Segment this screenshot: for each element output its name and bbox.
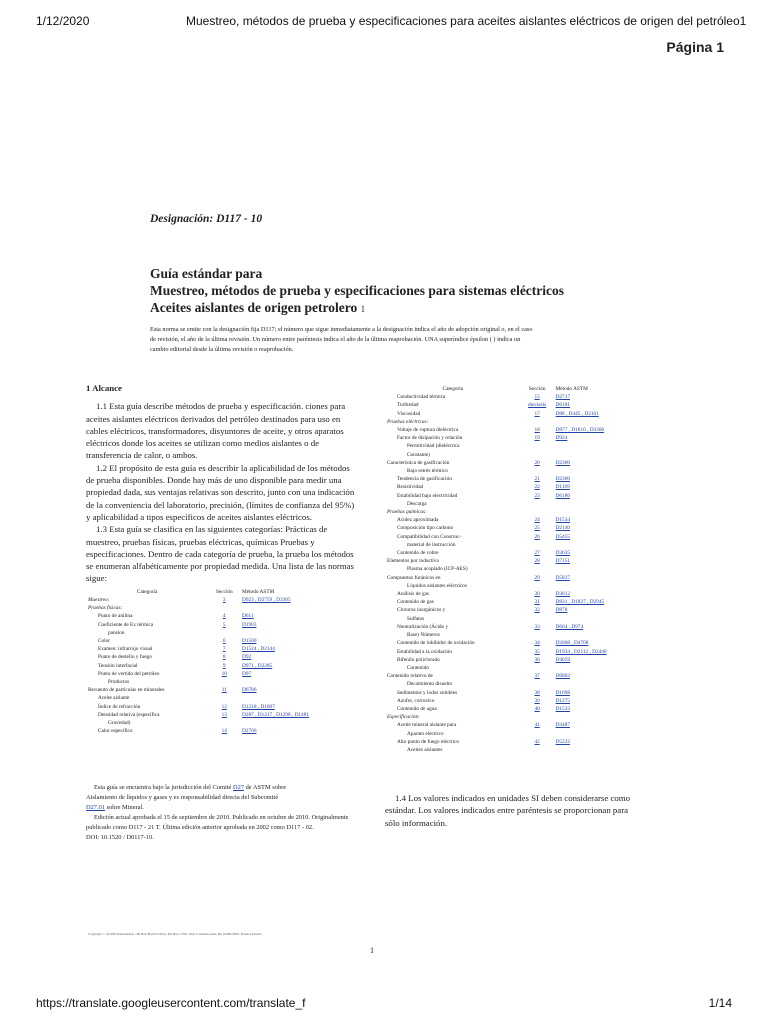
table-header-cell: Sección xyxy=(528,386,546,392)
table-row xyxy=(385,648,635,656)
footnote-line-4: Edición actual aprobada el 15 de septiembre de 2010. Publicado en octubre de 2010. Originalmente publicado como D117 - 21 T. Última edición anterior aprobada en 2002 como D117 - 02. xyxy=(86,814,349,831)
astm-method-link[interactable]: D2140 xyxy=(555,525,570,532)
astm-method-link xyxy=(554,418,635,426)
section-cell xyxy=(208,629,240,637)
section-cell: 11 xyxy=(221,687,227,694)
table-row xyxy=(86,678,348,686)
section-cell: 31 xyxy=(534,599,540,606)
footnote xyxy=(86,783,366,843)
section-cell: 22 xyxy=(534,484,540,491)
category-cell: Sulfatos xyxy=(407,615,425,622)
astm-method-link[interactable]: D877 , D1816 , D3300 xyxy=(555,427,605,434)
category-cell: Punto de destello y fuego xyxy=(98,654,152,661)
category-cell: Pruebas físicas: xyxy=(88,605,123,612)
section-cell xyxy=(208,719,240,727)
astm-method-link xyxy=(554,664,635,672)
section-cell xyxy=(521,730,554,738)
table-header-cell: Categoría xyxy=(136,588,158,595)
section-cell xyxy=(521,565,554,573)
section-cell: 7 xyxy=(222,646,226,653)
section-cell: 20 xyxy=(534,459,540,466)
table-row xyxy=(385,631,635,639)
section-cell xyxy=(208,694,240,702)
category-cell: material de instrucción xyxy=(407,541,456,548)
section-cell xyxy=(521,680,554,688)
section-cell xyxy=(521,713,554,721)
astm-method-link[interactable]: D664 , D974 xyxy=(555,623,584,630)
table-row xyxy=(385,738,635,746)
astm-method-link[interactable]: D4059 xyxy=(555,656,570,663)
table-row xyxy=(385,442,635,450)
category-cell: pansion xyxy=(108,629,125,636)
category-cell: Pruebas químicas: xyxy=(387,509,427,516)
category-cell: Contenido de agua xyxy=(397,705,437,712)
table-header-row xyxy=(86,588,348,596)
section-cell: dieciséis xyxy=(527,402,547,409)
footnote-doi: DOI: 10.1520 / D0117-10. xyxy=(86,834,154,841)
table-row xyxy=(86,703,348,711)
category-cell: Alto punto de fuego eléctrico xyxy=(397,738,460,745)
category-cell: Color xyxy=(98,637,111,644)
title-line-2: Muestreo, métodos de prueba y especificaciones para sistemas eléctricos xyxy=(150,283,565,298)
table-row xyxy=(385,606,635,614)
category-cell: Sedimentos y lodos solubles xyxy=(397,689,458,696)
section-cell: 15 xyxy=(534,394,540,401)
table-row xyxy=(86,694,348,702)
astm-method-link xyxy=(554,582,635,590)
astm-method-link xyxy=(554,680,635,688)
table-row xyxy=(385,582,635,590)
table-row xyxy=(385,574,635,582)
astm-method-link[interactable]: D923 , D2759 , D3305 xyxy=(242,596,291,603)
table-row xyxy=(86,629,348,637)
astm-method-link[interactable]: D1534 xyxy=(555,517,570,524)
intro-note: Esta norma se emite con la designación fija D117; el número que sigue inmediatamente a la designación indica el año de adopción original o, en el caso de revisión, el año de la última revisión. Un número entre paréntesis indica el año de la última reaprobación. UNA superíndice épsilon ( ) indica un cambio editorial desde la última revisión o reaprobación. xyxy=(150,326,533,353)
section-cell xyxy=(521,664,554,672)
astm-method-link[interactable]: D6802 xyxy=(555,673,570,680)
category-cell: Examen: infrarrojo visual xyxy=(98,646,153,653)
table-row xyxy=(385,541,635,549)
astm-method-link xyxy=(240,629,348,637)
category-cell: Azufre, corrosivo xyxy=(397,697,435,704)
astm-method-link[interactable]: D5222 xyxy=(555,738,570,745)
table-row xyxy=(86,719,348,727)
astm-method-link[interactable]: D2766 xyxy=(242,728,257,735)
section-cell: 38 xyxy=(534,689,540,696)
table-row xyxy=(86,662,348,670)
section-cell: 41 xyxy=(534,722,540,729)
title-superscript: 1 xyxy=(360,304,366,314)
table-row xyxy=(86,645,348,653)
category-cell: Contenido relativo de xyxy=(387,673,433,680)
category-cell: Constante) xyxy=(407,451,430,458)
category-cell: Decaimiento disuelto xyxy=(407,681,453,688)
section-cell: 24 xyxy=(534,517,540,524)
category-cell: Estabilidad bajo electricidad xyxy=(397,492,458,499)
category-cell: Análisis de gas xyxy=(397,591,430,598)
table-row xyxy=(385,418,635,426)
table-row xyxy=(385,393,635,401)
category-cell: Tensión interfacial xyxy=(98,662,138,669)
table-row xyxy=(385,401,635,409)
astm-method-link[interactable]: D287 , D1217 , D1298 , D1481 xyxy=(242,711,309,718)
section-cell: 30 xyxy=(534,591,540,598)
category-cell: Neutralización (Ácido y xyxy=(397,623,449,630)
table-header-cell: Método ASTM xyxy=(242,588,275,595)
astm-method-link[interactable]: D5455 xyxy=(555,533,570,540)
category-cell: Índice de refracción xyxy=(98,703,141,710)
footer-url: https://translate.googleusercontent.com/translate_f xyxy=(36,996,306,1010)
table-row xyxy=(385,615,635,623)
category-cell: Base) Números xyxy=(407,632,440,639)
category-cell: Plasma acoplado (ICP-AES) xyxy=(407,566,468,573)
page-label: Página 1 xyxy=(666,39,724,55)
committee-d27-link[interactable]: D27 xyxy=(232,784,244,791)
paragraph-1-4: 1.4 Los valores indicados en unidades SI deben considerarse como estándar. Los valores indicados entre paréntesis se proporcionan para sólo información. xyxy=(385,793,631,828)
astm-method-link xyxy=(554,442,635,450)
category-cell: Aparato eléctrico xyxy=(407,730,444,737)
section-cell xyxy=(521,631,554,639)
table-row xyxy=(385,557,635,565)
category-cell: Conductividad térmica xyxy=(397,394,446,401)
section-cell: 9 xyxy=(222,662,226,669)
category-cell: Turbiedad xyxy=(397,402,419,409)
category-cell: Voltaje de ruptura dieléctrica xyxy=(397,427,459,434)
astm-method-link xyxy=(554,541,635,549)
subcommittee-d27-01-link[interactable]: D27.01 xyxy=(86,804,105,811)
section-cell xyxy=(521,418,554,426)
table-row xyxy=(385,451,635,459)
table-row xyxy=(385,533,635,541)
table-row xyxy=(385,500,635,508)
category-cell: Especificación: xyxy=(387,714,420,721)
astm-method-link xyxy=(240,604,348,612)
section-cell xyxy=(521,451,554,459)
table-row xyxy=(86,637,348,645)
section-cell: 5 xyxy=(222,621,226,628)
astm-method-link[interactable]: D2717 xyxy=(555,394,570,401)
category-cell: Contenido xyxy=(407,664,430,671)
section-cell: 25 xyxy=(534,525,540,532)
category-cell: Acidez aproximada xyxy=(397,517,439,524)
title-line-1: Guía estándar para xyxy=(150,266,263,281)
section-cell: 35 xyxy=(534,648,540,655)
astm-method-link xyxy=(554,451,635,459)
category-cell: Coeficiente de Ex térmica xyxy=(98,621,154,628)
category-cell: Muestreo: xyxy=(88,596,110,603)
section-cell: 39 xyxy=(534,697,540,704)
section-cell: 42 xyxy=(534,738,540,745)
standards-table-2 xyxy=(385,385,635,754)
section-cell: 6 xyxy=(222,637,226,644)
astm-method-link[interactable]: D1218 , D1807 xyxy=(242,703,275,710)
section-cell xyxy=(521,541,554,549)
table-row xyxy=(385,475,635,483)
category-cell: Contenido de inhibidor de oxidación xyxy=(397,640,475,647)
table-row xyxy=(385,516,635,524)
table-row xyxy=(385,524,635,532)
table-row xyxy=(385,459,635,467)
category-cell: Cloruros inorgánicos y xyxy=(397,607,446,614)
title-line-3: Aceites aislantes de origen petrolero xyxy=(150,300,358,315)
section-cell xyxy=(208,604,240,612)
table-row xyxy=(86,653,348,661)
footnote-line-2: Aislamiento de líquidos y gases y es responsabilidad directa del Subcomité xyxy=(86,794,279,801)
table-row xyxy=(86,604,348,612)
astm-method-link[interactable]: D88 , D445 , D2161 xyxy=(555,410,599,417)
astm-method-link xyxy=(554,631,635,639)
section-cell xyxy=(521,467,554,475)
category-cell: Pruebas eléctricas: xyxy=(387,418,429,425)
category-cell: Productos xyxy=(108,678,130,685)
table-row xyxy=(86,621,348,629)
paragraph-1-3: 1.3 Esta guía se clasifica en las siguientes categorías: Prácticas de muestreo, pruebas físicas, pruebas eléctricas, químicas Pruebas y especificaciones. Dentro de cada categoría de prueba, la prueba los métodos se enumeran alfabéticamente por propiedad medida. Una lista de las normas sigue: xyxy=(86,524,354,584)
astm-method-link[interactable]: D924 xyxy=(555,435,568,442)
section-cell xyxy=(521,508,554,516)
section-cell: 28 xyxy=(534,558,540,565)
section-cell: 18 xyxy=(534,427,540,434)
category-cell: Compuestos furánicos en xyxy=(387,574,441,581)
table-row xyxy=(385,410,635,418)
astm-method-link[interactable]: D2300 xyxy=(555,476,570,483)
table-row xyxy=(385,426,635,434)
category-cell: Punto de anilina xyxy=(98,613,133,620)
astm-method-link[interactable]: D1903 xyxy=(242,621,257,628)
category-cell: Tendencia de gasificación xyxy=(397,476,452,483)
section-cell: 36 xyxy=(534,656,540,663)
table-header-cell: Categoría xyxy=(442,386,464,392)
designation: Designación: D117 - 10 xyxy=(150,213,263,225)
category-cell: Descarga xyxy=(407,500,427,507)
astm-method-link xyxy=(554,565,635,573)
category-cell: Factor de disipación y relación xyxy=(397,435,463,442)
astm-method-link xyxy=(554,508,635,516)
astm-method-link xyxy=(554,746,635,754)
astm-method-link xyxy=(554,730,635,738)
section-cell: 13 xyxy=(221,711,227,718)
category-cell: Característica de gasificación xyxy=(387,459,450,466)
table-row xyxy=(385,467,635,475)
category-cell: Contenido de gas xyxy=(397,599,434,606)
astm-method-link[interactable]: D1533 xyxy=(555,705,570,712)
category-cell: Densidad relativa (específica xyxy=(98,711,160,718)
table-row xyxy=(385,664,635,672)
table-row xyxy=(86,596,348,604)
astm-method-link[interactable]: D1275 xyxy=(555,697,570,704)
astm-method-link[interactable]: D97 xyxy=(242,670,252,677)
section-cell: 26 xyxy=(534,533,540,540)
astm-method-link[interactable]: D611 xyxy=(242,613,254,620)
astm-method-link[interactable]: D6181 xyxy=(555,402,570,409)
category-cell: Punto de vertido del petróleo xyxy=(98,670,160,677)
scope-heading: 1 Alcance xyxy=(86,383,122,393)
section-cell: 17 xyxy=(534,410,540,417)
table-row xyxy=(86,686,348,694)
footer-page-count: 1/14 xyxy=(708,996,732,1010)
section-cell: 37 xyxy=(534,673,540,680)
astm-method-link[interactable]: D92 xyxy=(242,654,252,661)
table-row xyxy=(385,508,635,516)
astm-method-link[interactable]: D1169 xyxy=(555,484,570,491)
section-cell xyxy=(521,500,554,508)
page-number: 1 xyxy=(370,946,374,955)
table-row xyxy=(385,549,635,557)
table-header-cell: Sección xyxy=(215,588,233,595)
table-row xyxy=(385,697,635,705)
table-row xyxy=(385,680,635,688)
category-cell: Bajo estrés térmico xyxy=(407,468,448,475)
table-row xyxy=(385,705,635,713)
category-cell: Bifenilo policlorado xyxy=(397,656,440,663)
table-row xyxy=(385,730,635,738)
astm-method-link[interactable]: D831 , D1827 , D2945 xyxy=(555,599,605,606)
section-cell xyxy=(208,678,240,686)
document-title xyxy=(150,265,564,318)
astm-method-link[interactable]: D2300 xyxy=(555,459,570,466)
section-cell: 27 xyxy=(534,550,540,557)
table-row xyxy=(385,656,635,664)
astm-method-link[interactable]: D1698 xyxy=(555,689,570,696)
table-row xyxy=(86,727,348,735)
astm-method-link xyxy=(554,713,635,721)
section-cell: 3 xyxy=(222,596,226,603)
section-cell: 8 xyxy=(222,654,226,661)
astm-method-link[interactable]: D3612 xyxy=(555,591,570,598)
section-cell: 33 xyxy=(534,623,540,630)
footnote-line-1b: de ASTM sobre xyxy=(245,784,287,791)
astm-method-link[interactable]: D1500 xyxy=(242,637,257,644)
category-cell: Permitividad (dieléctrica xyxy=(407,443,460,450)
table-row xyxy=(385,689,635,697)
table-header-row xyxy=(385,385,635,393)
category-cell: Estabilidad a la oxidación xyxy=(397,648,452,655)
print-title: Muestreo, métodos de prueba y especificaciones para aceites aislantes eléctricos de origen del petróleo1 xyxy=(186,14,747,28)
table-row xyxy=(385,434,635,442)
print-date: 1/12/2020 xyxy=(36,14,90,28)
table-row xyxy=(385,746,635,754)
category-cell: Composición tipo carbono xyxy=(397,525,454,532)
category-cell: Contenido de cobre xyxy=(397,550,439,557)
section-cell xyxy=(521,615,554,623)
section-cell xyxy=(521,442,554,450)
table-row xyxy=(385,483,635,491)
astm-method-link[interactable]: D2668 , D4768 xyxy=(555,640,589,647)
section-cell: 23 xyxy=(534,492,540,499)
astm-method-link xyxy=(240,678,348,686)
section-cell: 32 xyxy=(534,607,540,614)
astm-method-link xyxy=(240,694,348,702)
astm-method-link[interactable]: D1524 , D2144 xyxy=(242,646,275,653)
footnote-line-3: sobre Mineral. xyxy=(106,804,144,811)
astm-method-link[interactable]: D3635 xyxy=(555,550,570,557)
paragraph-1-1: 1.1 Esta guía describe métodos de prueba y especificación. ciones para aceites aislantes eléctricos derivados del petróleo destinados para uso en cables eléctricos, transformadores, disyuntores de aceite, y otros aparatos eléctricos donde los aceites se utilizan como medios aislantes o de transferencia de calor, o ambos. xyxy=(86,401,346,461)
section-cell: 10 xyxy=(221,670,227,677)
category-cell: Viscosidad xyxy=(397,410,421,417)
category-cell: Aceite mineral aislante para xyxy=(397,722,457,729)
paragraph-1-2: 1.2 El propósito de esta guía es describir la aplicabilidad de los métodos de prueba disponibles. Donde hay más de uno disponible para medir una propiedad dada, sus ventajas relativas son descrito, junto con una indicación de la conveniencia del laboratorio, precisión, (límites de confianza del 95%) y aplicabilidad a tipos específicos de aceites aislantes eléctricos. xyxy=(86,462,355,522)
table-row xyxy=(385,492,635,500)
section-cell: 21 xyxy=(534,476,540,483)
category-cell: Aceites aislantes xyxy=(407,746,443,753)
category-cell: Recuento de partículas en minerales xyxy=(88,687,165,694)
category-cell: Aceite aislante xyxy=(98,695,130,702)
table-row xyxy=(86,711,348,719)
section-cell: 4 xyxy=(222,613,226,620)
section-cell: 29 xyxy=(534,574,540,581)
category-cell: Calor específico xyxy=(98,728,133,735)
section-cell: 14 xyxy=(221,728,227,735)
section-cell xyxy=(521,582,554,590)
table-row xyxy=(385,639,635,647)
category-cell: Compatibilidad con Construc- xyxy=(397,533,462,540)
astm-method-link[interactable]: D971 , D2285 xyxy=(242,662,273,669)
category-cell: Líquidos aislantes eléctricos xyxy=(407,582,468,589)
astm-method-link[interactable]: D7151 xyxy=(555,558,570,565)
category-cell: Gravedad) xyxy=(108,720,131,726)
astm-method-link xyxy=(240,719,348,727)
astm-method-link[interactable]: D6786 xyxy=(242,687,257,694)
footnote-line-1: Esta guía se encuentra bajo la jurisdicción del Comité xyxy=(94,784,232,791)
section-cell: 34 xyxy=(534,640,540,647)
category-cell: Elementos por inductiva xyxy=(387,558,439,565)
astm-method-link[interactable]: D878 xyxy=(555,607,568,614)
astm-method-link[interactable]: D3487 xyxy=(555,722,570,729)
table-row xyxy=(86,612,348,620)
standards-table-1 xyxy=(86,588,348,736)
table-row xyxy=(385,565,635,573)
table-row xyxy=(385,590,635,598)
astm-method-link xyxy=(554,467,635,475)
section-cell: 19 xyxy=(534,435,540,442)
table-row xyxy=(385,598,635,606)
table-row xyxy=(385,721,635,729)
astm-method-link[interactable]: D5837 xyxy=(555,574,570,581)
table-row xyxy=(385,672,635,680)
left-column xyxy=(86,382,358,735)
astm-method-link xyxy=(554,500,635,508)
table-row xyxy=(385,713,635,721)
table-header-cell: Método ASTM xyxy=(555,386,588,392)
category-cell: Resistividad xyxy=(397,484,424,491)
section-cell: 12 xyxy=(221,703,227,710)
table-row xyxy=(385,623,635,631)
section-cell xyxy=(521,746,554,754)
astm-method-link[interactable]: D1934 , D2112 , D2440 xyxy=(555,648,607,655)
copyright-notice: Copyright © ASTM International, 100 Barr Harbor Drive, PO Box C700, West Conshohocken, PA 19428-2959. Estados Unidos xyxy=(88,932,262,936)
section-cell: 40 xyxy=(534,705,540,712)
astm-method-link[interactable]: D6180 xyxy=(555,492,570,499)
astm-method-link xyxy=(554,615,635,623)
table-row xyxy=(86,670,348,678)
